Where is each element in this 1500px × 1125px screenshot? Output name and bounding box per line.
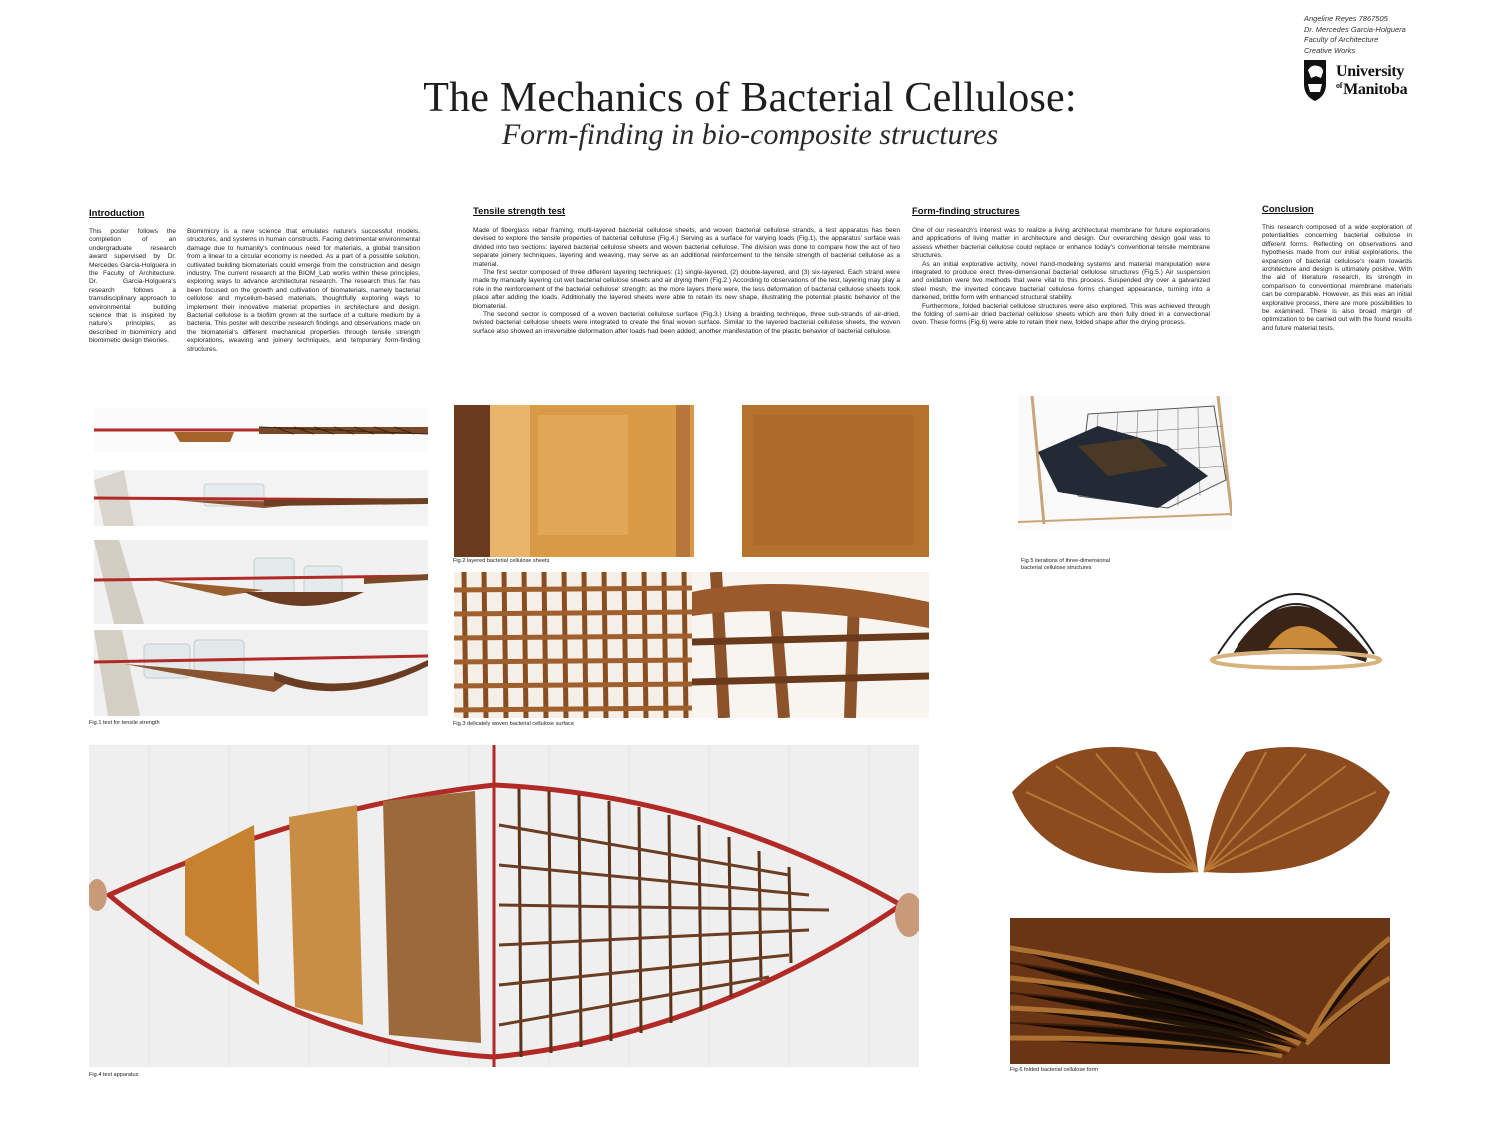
faculty-name: Faculty of Architecture — [1304, 35, 1379, 44]
tensile-paragraph-1: Made of fiberglass rebar framing, multi-layered bacterial cellulose sheets, and woven bacterial cellulose strands, a test apparatus has been devised to explore the tensile properties of bacterial cellulose (Fig.4.) Serving as a surface for varying loads (Fig.1), the apparatus' surface was divided into two sections: layered bacterial cellulose sheets and woven bacterial cellulose. The division was done to compare how the act of two separate joinery techniques, layering and weaving, may serve as an additional reinforcement to the tensile strength of bacterial cellulose as a material. — [473, 227, 900, 268]
folded-closeup-drawing — [1010, 918, 1390, 1064]
introduction-right-paragraph: Biomimicry is a new science that emulates nature's successful models, structures, and systems in human constructs. Facing detrimental environmental damage due to humanity's continuous need for materials, a global transition from a linear to a circular economy is needed. As a part of a possible solution, cultivated building biomaterials could emerge from the construction and design industry. The current research at the BIOM_Lab works within these principles, exploring ways to advance architectural research. The research thus far has been focused on the growth and cultivation of biomaterials, namely bacterial cellulose and mycelium-based materials, thoughtfully exploring ways to implement their innovative material properties in architecture and design. Bacterial cellulose is a biofilm grown at the surface of a culture medium by a bacteria. This poster will describe research findings and observations made on the biomaterial's different mechanical properties through tensile strength explorations, weaving and joinery techniques, and temporary form-finding structures. — [187, 228, 420, 353]
formfinding-text — [912, 227, 1210, 328]
dome-structure-drawing — [1198, 544, 1394, 678]
tensile-paragraph-3: The second sector is composed of a woven bacterial cellulose surface (Fig.3.) Using a braiding technique, three sub-strands of air-dried, twisted bacterial cellulose sheets were integrated to create the final woven surface. Similar to the layered bacterial cellulose sheets, the woven surface also showed an irreversible deformation after loads had been added; another manifestation of the plastic behavior of bacterial cellulose. — [473, 311, 900, 335]
fig2-caption: Fig.2 layered bacterial cellulose sheets — [453, 558, 550, 564]
formfinding-paragraph-3: Furthermore, folded bacterial cellulose structures were also explored. This was achieved through the folding of semi-air dried bacterial cellulose sheets which are then fully dried in a convectional oven. These forms (Fig.6) were able to retain their new, folded shape after the drying process. — [912, 302, 1210, 327]
logo-university: University — [1336, 63, 1405, 80]
fig1-photo-2 — [94, 470, 428, 526]
fig4-photo — [89, 745, 919, 1067]
formfinding-paragraph-2: As an initial explorative activity, novel hand-modeling systems and material manipulation were integrated to produce erect three-dimensional bacterial cellulose structures (Fig.5.) Air suspension and oxidation were two methods that were vital to this process. Suspended dry over a galvanized steel mesh, the inverted concave bacterial cellulose forms changed appearance, turning into a darkened, brittle form with enhanced structural stability. — [912, 260, 1210, 302]
fig6-photo-1 — [1006, 722, 1396, 900]
tensile-text — [473, 227, 900, 336]
author-name: Angeline Reyes 7867505 — [1304, 14, 1388, 23]
fig3-caption: Fig.3 delicately woven bacterial cellulose surface — [453, 721, 574, 727]
fig5-caption-line1: Fig.5 iterations of three-dimensional — [1021, 558, 1110, 564]
introduction-left-paragraph: This poster follows the completion of an undergraduate research award supervised by Dr. Mercedes Garcia-Holguera in the Faculty of Architecture. Dr. Garcia-Holguera's research follows a transdisciplinary approach to environmental building science that is inspired by nature's principles, as described in biomimicry and biomimetic design theories. — [89, 228, 176, 345]
formfinding-paragraph-1: One of our research's interest was to realize a living architectural membrane for future explorations and applications of living matter in architecture and design. Our overarching design goal was to assess whether bacterial cellulose could replace or enhance today's conventional tensile membrane structures. — [912, 227, 1210, 260]
woven-surface-drawing — [454, 572, 929, 718]
introduction-text-left — [89, 228, 176, 346]
poster-subtitle: Form-finding in bio-composite structures — [501, 118, 999, 151]
tensile-paragraph-2: The first sector composed of three different layering techniques: (1) single-layered, (2) double-layered, and (3) six-layered. Each strand were made by manually layering cut wet bacterial cellulose sheets and air drying them (Fig.2.) According to observations of the test, layering may play a role in the reinforcement of the bacterial cellulose' strength; as the more layers there were, the less deformation of bacterial cellulose sheets took place after adding the loads. Additionally the layered sheets were able to retain its new shape, illustrating the potential plastic behavior of the biomaterial. — [473, 269, 900, 310]
fig6-photo-2 — [1010, 918, 1390, 1064]
layered-sheets-drawing — [454, 405, 929, 557]
fig4-caption: Fig.4 test apparatus — [89, 1072, 139, 1078]
suspended-structure-drawing — [1018, 396, 1232, 530]
fig5-photo-1 — [1018, 396, 1232, 530]
poster-title: The Mechanics of Bacterial Cellulose: — [423, 75, 1077, 121]
logo-of: of — [1336, 81, 1343, 90]
fig1-caption: Fig.1 test for tensile strength — [89, 720, 160, 726]
category-name: Creative Works — [1304, 45, 1356, 55]
fig1-photo-4 — [94, 630, 428, 716]
logo-manitoba: Manitoba — [1343, 81, 1408, 98]
fig2-photo — [454, 405, 929, 557]
tensile-rod-drawing — [94, 408, 428, 452]
author-info — [1304, 14, 1406, 56]
fig5-caption-line2: bacterial cellulose structures — [1021, 565, 1092, 571]
conclusion-text — [1262, 224, 1412, 333]
introduction-heading: Introduction — [89, 208, 145, 219]
tensile-load-drawing-3 — [94, 630, 428, 716]
fig3-photo — [454, 572, 929, 718]
tensile-load-drawing-1 — [94, 470, 428, 526]
tensile-load-drawing-2 — [94, 540, 428, 624]
fig6-caption: Fig.6 folded bacterial cellulose form — [1010, 1067, 1098, 1073]
folded-fan-drawing — [1006, 722, 1396, 900]
conclusion-paragraph: This research composed of a wide exploration of potentialities concerning bacterial cellulose in different forms. Reflecting on observations and hypothesis made from our initial explorations, the expansion of bacterial cellulose's realm towards architecture and design is ultimately positive. With the aid of literature research, its strength in comparison to conventional membrane materials can be comparable. However, as this was an initial explorative process, there are more possibilities to be examined. There is also broad margin of optimization to be carried out with the found results and future material tests. — [1262, 224, 1412, 332]
fig1-photo-1 — [94, 408, 428, 452]
formfinding-heading: Form-finding structures — [912, 206, 1020, 217]
test-apparatus-drawing — [89, 745, 919, 1067]
introduction-text-right — [187, 228, 420, 354]
tensile-heading: Tensile strength test — [473, 206, 566, 217]
conclusion-heading: Conclusion — [1262, 204, 1314, 215]
supervisor-name: Dr. Mercedes Garcia-Holguera — [1304, 24, 1406, 34]
fig1-photo-3 — [94, 540, 428, 624]
fig5-caption — [1021, 558, 1110, 572]
fig5-photo-2 — [1198, 544, 1394, 678]
